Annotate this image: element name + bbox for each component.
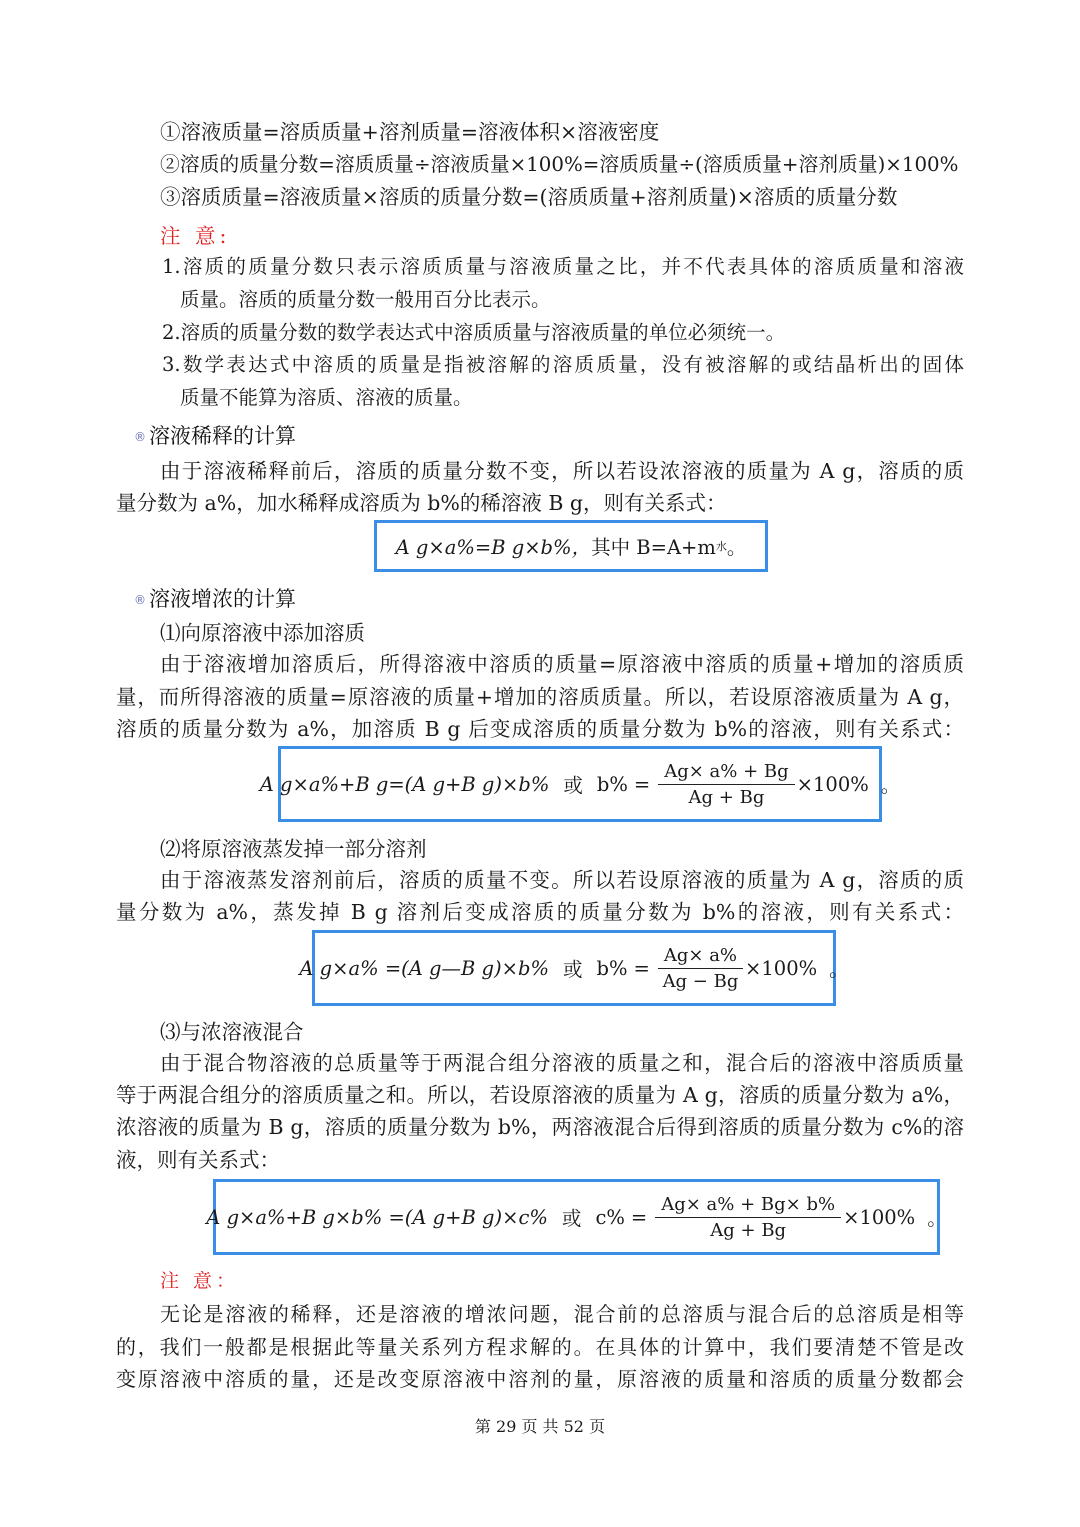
s2-formula-box [299,930,849,1006]
s2-line-1: 由于溶液蒸发溶剂前后，溶质的质量不变。所以若设原溶液的质量为 A g，溶质的质 [160,868,964,892]
formula-1: ①溶液质量=溶质质量+溶剂质量=溶液体积×溶液密度 [160,120,660,144]
formula-end: 。 [726,536,747,559]
note2-heading: 注 意： [160,1270,240,1292]
subsection-2-title: ⑵将原溶液蒸发掉一部分溶剂 [160,837,427,861]
s3-or: 或 [561,1207,582,1230]
s1-formula-box [259,746,901,822]
s2-formula-left: A g×a% =(A g—B g)×b% [299,956,549,980]
registered-mark-icon: ® [134,593,146,607]
s3-line-2: 等于两混合组分的溶质质量之和。所以，若设原溶液的质量为 A g，溶质的质量分数为 a%， [116,1083,964,1107]
s1-line-1: 由于溶液增加溶质后，所得溶液中溶质的质量=原溶液中溶质的质量+增加的溶质质 [160,652,964,676]
s1-line-3: 溶质的质量分数为 a%，加溶质 B g 后变成溶质的质量分数为 b%的溶液，则有关系式： [116,717,964,741]
dilution-formula-box [374,520,768,572]
s3-numerator: Ag× a% + Bg× b% [655,1194,841,1218]
s2-tail: ×100% [745,956,818,980]
registered-mark-icon: ® [134,430,146,444]
formula-subscript: 水 [715,540,727,553]
dilution-formula [377,523,765,569]
s2-formula: A g×a% =(A g—B g)×b% 或 b% = $\frac{Ag\times a\%}{Ag - Bg}$ ×100% 。 [299,944,849,992]
section-title-text: 溶液稀释的计算 [149,424,296,448]
note2-line-2: 的，我们一般都是根据此等量关系列方程求解的。在具体的计算中，我们要清楚不管是改 [116,1335,964,1359]
formula-mid: 其中 B=A+m [591,536,716,559]
s1-line-2: 量，而所得溶液的质量=原溶液的质量+增加的溶质质量。所以，若设原溶液质量为 A g， [116,685,964,709]
s1-formula-left: A g×a%+B g=(A g+B g)×b% [259,772,550,796]
s1-lhs: b% [596,772,628,796]
note-item-1: 1.溶质的质量分数只表示溶质质量与溶液质量之比，并不代表具体的溶质质量和溶液 [162,255,964,278]
section-title-text: 溶液增浓的计算 [149,587,296,611]
note2-line-3: 变原溶液中溶质的量，还是改变原溶液中溶剂的量，原溶液的质量和溶质的质量分数都会 [116,1367,964,1391]
s2-lhs: b% [596,956,628,980]
note-item-1-cont: 质量。溶质的质量分数一般用百分比表示。 [180,288,551,311]
s3-tail: ×100% [843,1205,916,1229]
dilution-paragraph-line-1: 由于溶液稀释前后，溶质的质量分数不变，所以若设浓溶液的质量为 A g，溶质的质 [160,459,964,483]
subsection-3-title: ⑶与浓溶液混合 [160,1020,304,1044]
section-dilution-title [134,420,296,450]
s1-or: 或 [563,774,583,797]
s2-denominator: Ag − Bg [662,970,739,992]
s3-formula-left: A g×a%+B g×b% =(A g+B g)×c% [206,1205,548,1229]
page-footer: 第 29 页 共 52 页 [474,1417,606,1436]
s3-line-1: 由于混合物溶液的总质量等于两混合组分溶液的质量之和，混合后的溶液中溶质质量 [160,1051,964,1075]
s2-or: 或 [563,958,583,981]
note-item-3-cont: 质量不能算为溶质、溶液的质量。 [180,386,473,409]
s1-tail: ×100% [796,772,869,796]
note-heading: 注 意: [160,224,231,248]
s2-line-2: 量分数为 a%，蒸发掉 B g 溶剂后变成溶质的质量分数为 b%的溶液，则有关系式： [116,900,964,924]
dilution-paragraph-line-2: 量分数为 a%，加水稀释成溶质为 b%的稀溶液 B g，则有关系式： [116,491,727,515]
s1-numerator: Ag× a% + Bg [658,761,794,785]
s3-line-4: 液，则有关系式： [116,1148,280,1172]
subsection-1-title: ⑴向原溶液中添加溶质 [160,621,365,645]
formula-2: ②溶质的质量分数=溶质质量÷溶液质量×100%=溶质质量÷(溶质质量+溶剂质量)×100% [160,153,959,176]
formula-3: ③溶质质量=溶液质量×溶质的质量分数=(溶质质量+溶剂质量)×溶质的质量分数 [160,185,898,209]
s1-fraction [658,761,794,808]
formula-left: A g×a%=B g×b%， [395,536,592,559]
s2-numerator: Ag× a% [658,945,743,969]
s1-formula: A g×a%+B g=(A g+B g)×b% 或 b% = $\frac{Ag\times a\% + Bg}{Ag + Bg}$ ×100% 。 [259,760,901,808]
note-item-2: 2.溶质的质量分数的数学表达式中溶质质量与溶液质量的单位必须统一。 [162,321,786,344]
s2-fraction [658,945,743,992]
s3-fraction [655,1194,841,1241]
s3-line-3: 浓溶液的质量为 B g，溶质的质量分数为 b%，两溶液混合后得到溶质的质量分数为 c%的溶 [116,1115,964,1139]
s3-denominator: Ag + Bg [710,1219,787,1241]
s1-denominator: Ag + Bg [688,786,765,808]
s3-lhs: c% [595,1205,625,1229]
note-item-3: 3.数学表达式中溶质的质量是指被溶解的溶质质量，没有被溶解的或结晶析出的固体 [162,353,964,376]
section-concentration-title [134,583,296,613]
note2-line-1: 无论是溶液的稀释，还是溶液的增浓问题，混合前的总溶质与混合后的总溶质是相等 [160,1302,964,1326]
s3-formula-box [206,1179,947,1255]
s3-formula: A g×a%+B g×b% =(A g+B g)×c% 或 c% = $\frac{Ag\times a\% + Bg\times b\%}{Ag + Bg}$ ×100% 。 [206,1193,947,1241]
